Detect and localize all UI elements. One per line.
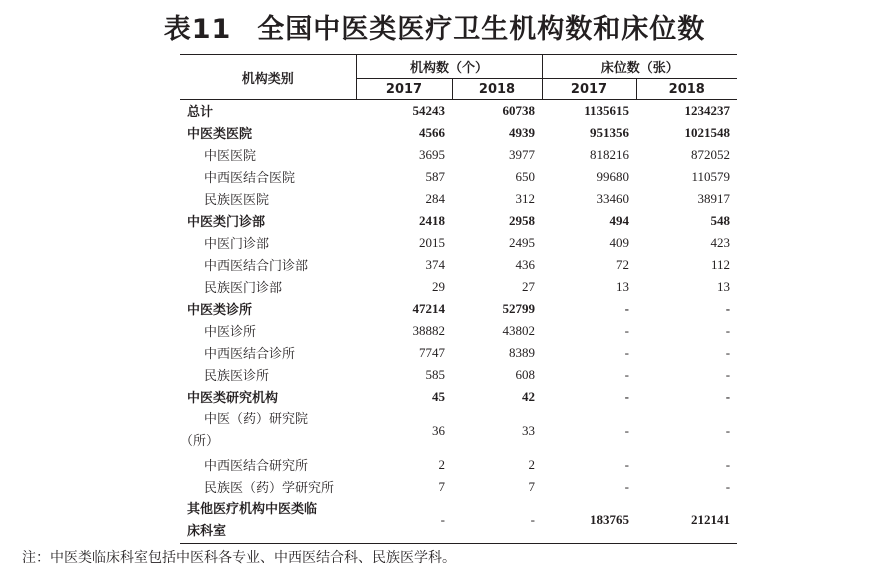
table-row — [180, 100, 737, 122]
row-label-line1: 其他医疗机构中医类临 — [187, 501, 318, 517]
row-label: 中医类诊所 — [187, 303, 253, 318]
row-label: 中西医结合研究所 — [204, 459, 309, 474]
cell-value: 4566 — [419, 124, 445, 140]
cell-value: 951356 — [590, 124, 630, 140]
cell-value: 212141 — [691, 512, 731, 528]
header-category: 机构类别 — [180, 55, 356, 100]
cell-value: 99680 — [596, 168, 630, 184]
cell-value: - — [624, 344, 630, 360]
cell-value: 112 — [711, 256, 731, 272]
cell-value: - — [624, 478, 630, 494]
cell-value: 7 — [438, 478, 445, 494]
header-institutions: 机构数（个） — [356, 55, 542, 79]
table-row — [180, 298, 737, 320]
cell-value: 52799 — [502, 300, 536, 316]
cell-value: 818216 — [590, 146, 630, 162]
table-title — [0, 10, 869, 50]
table-row — [180, 454, 737, 476]
table-row — [180, 476, 737, 498]
cell-value: 436 — [515, 256, 536, 272]
cell-value: 54243 — [412, 102, 445, 118]
header-year: 2017 — [356, 79, 452, 100]
row-label: 中医类研究机构 — [187, 391, 279, 406]
cell-value: 29 — [432, 278, 445, 294]
cell-value: 1135615 — [584, 102, 630, 118]
cell-value: 423 — [710, 234, 731, 250]
row-label: 民族医门诊部 — [204, 281, 283, 296]
cell-value: 60738 — [502, 102, 536, 118]
cell-value: 872052 — [691, 146, 731, 162]
cell-value: - — [624, 456, 630, 472]
cell-value: - — [530, 512, 536, 528]
cell-value: 312 — [515, 190, 536, 206]
row-label: 中医门诊部 — [204, 237, 270, 252]
cell-value: 27 — [522, 278, 536, 294]
table-title-text: 全国中医类医疗卫生机构数和床位数 — [257, 14, 706, 45]
header-year: 2018 — [668, 81, 705, 97]
table-row — [180, 210, 737, 232]
cell-value: - — [624, 366, 630, 382]
row-label-line2: （所） — [180, 434, 220, 449]
cell-value: 8389 — [509, 344, 536, 360]
cell-value: - — [725, 300, 731, 316]
cell-value: 650 — [515, 168, 536, 184]
table-row — [180, 342, 737, 364]
cell-value: 7 — [528, 478, 536, 494]
cell-value: 7747 — [419, 344, 445, 360]
cell-value: - — [440, 512, 445, 528]
row-label: 民族医（药）学研究所 — [204, 481, 335, 496]
cell-value: 110579 — [691, 168, 731, 184]
cell-value: - — [725, 322, 731, 338]
cell-value: - — [725, 366, 731, 382]
row-label: 民族医医院 — [204, 193, 270, 208]
row-label: 中西医结合门诊部 — [204, 259, 309, 274]
cell-value: - — [624, 422, 630, 438]
cell-value: 409 — [609, 234, 630, 250]
cell-value: 72 — [616, 256, 630, 272]
cell-value: 1234237 — [684, 102, 731, 118]
table-row — [180, 144, 737, 166]
cell-value: 3695 — [419, 146, 445, 162]
cell-value: 3977 — [509, 146, 536, 162]
row-label: 中医类门诊部 — [187, 215, 266, 230]
cell-value: 494 — [609, 212, 630, 228]
cell-value: 45 — [432, 388, 445, 404]
cell-value: - — [725, 422, 731, 438]
footnote: 注：中医类临床科室包括中医科各专业、中西医结合科、民族医学科。 — [22, 550, 456, 566]
cell-value: 2495 — [509, 234, 536, 250]
table-row — [180, 122, 737, 144]
row-label — [180, 498, 356, 544]
cell-value: 2015 — [419, 234, 445, 250]
table-row — [180, 408, 737, 454]
cell-value: 183765 — [590, 512, 630, 528]
cell-value: 1021548 — [684, 124, 731, 140]
table-row — [180, 276, 737, 298]
cell-value: 43802 — [502, 322, 536, 338]
table-row — [180, 188, 737, 210]
row-label: 民族医诊所 — [204, 369, 270, 384]
cell-value: - — [725, 456, 731, 472]
table-number: 表11 — [163, 14, 232, 45]
cell-value: 38882 — [412, 322, 445, 338]
header-beds: 床位数（张） — [542, 55, 737, 79]
cell-value: 284 — [425, 190, 445, 206]
cell-value: 36 — [432, 422, 445, 438]
cell-value: 13 — [717, 278, 731, 294]
table-row — [180, 166, 737, 188]
cell-value: 2 — [528, 456, 536, 472]
row-label: 中医类医院 — [187, 127, 253, 142]
cell-value: 587 — [425, 168, 445, 184]
row-label: 中医诊所 — [204, 325, 257, 340]
cell-value: 2958 — [509, 212, 536, 228]
table-row — [180, 254, 737, 276]
cell-value: - — [624, 322, 630, 338]
cell-value: 2418 — [419, 212, 445, 228]
statistics-table — [180, 54, 737, 544]
cell-value: 4939 — [509, 124, 536, 140]
cell-value: - — [725, 388, 731, 404]
cell-value: 548 — [710, 212, 731, 228]
cell-value: 38917 — [697, 190, 731, 206]
cell-value: 2 — [438, 456, 445, 472]
row-label: 总计 — [187, 105, 214, 121]
table-row — [180, 320, 737, 342]
cell-value: 42 — [522, 388, 536, 404]
cell-value: - — [624, 388, 630, 404]
table-row — [180, 498, 737, 544]
row-label-line2: 床科室 — [187, 523, 227, 539]
cell-value: 33460 — [596, 190, 630, 206]
cell-value: 33 — [522, 422, 536, 438]
cell-value: 608 — [515, 366, 536, 382]
cell-value: - — [725, 344, 731, 360]
row-label — [180, 408, 356, 454]
cell-value: 13 — [616, 278, 630, 294]
header-year: 2018 — [452, 79, 542, 100]
cell-value: 374 — [425, 256, 445, 272]
table-row — [180, 232, 737, 254]
cell-value: - — [725, 478, 731, 494]
table-row — [180, 386, 737, 408]
cell-value: 47214 — [412, 300, 445, 316]
header-year: 2017 — [542, 79, 636, 100]
row-label: 中西医结合医院 — [204, 171, 296, 186]
row-label-line1: 中医（药）研究院 — [204, 412, 309, 427]
cell-value: 585 — [425, 366, 445, 382]
row-label: 中西医结合诊所 — [204, 347, 296, 362]
row-label: 中医医院 — [204, 149, 257, 164]
table-row — [180, 364, 737, 386]
cell-value: - — [624, 300, 630, 316]
